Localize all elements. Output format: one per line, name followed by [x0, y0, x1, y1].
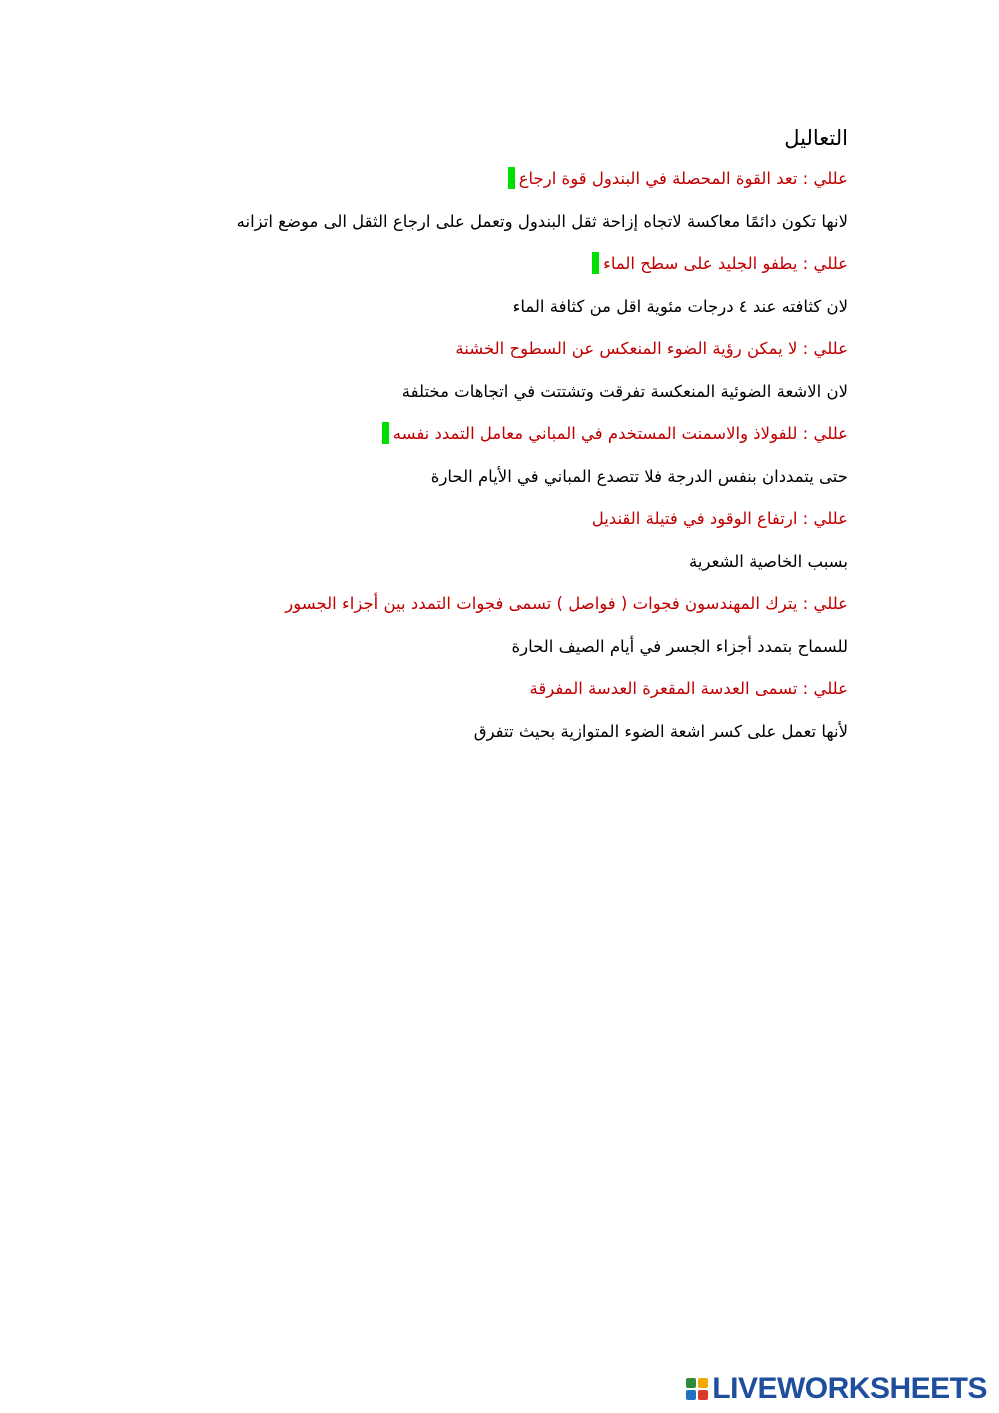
answer-text: حتى يتمددان بنفس الدرجة فلا تتصدع المباني في الأيام الحارة	[430, 466, 848, 486]
answer-marker[interactable]	[382, 422, 389, 444]
answer-line	[128, 371, 848, 414]
answer-marker[interactable]	[508, 167, 515, 189]
answer-line	[128, 456, 848, 499]
question-line	[128, 413, 848, 456]
logo-square-1	[686, 1378, 696, 1388]
question-text: عللي : ارتفاع الوقود في فتيلة القنديل	[591, 509, 848, 528]
answer-text: لأنها تعمل على كسر اشعة الضوء المتوازية بحيث تتفرق	[473, 721, 848, 741]
question-line	[128, 668, 848, 711]
question-text: عللي : يطفو الجليد على سطح الماء	[603, 254, 848, 273]
question-text: عللي : تسمى العدسة المقعرة العدسة المفرقة	[529, 679, 848, 698]
logo-square-4	[698, 1390, 708, 1400]
question-line	[128, 158, 848, 201]
liveworksheets-logo-icon	[686, 1378, 708, 1400]
answer-text: لانها تكون دائمًا معاكسة لاتجاه إزاحة ثقل البندول وتعمل على ارجاع الثقل الى موضع اتزانه	[236, 211, 848, 231]
logo-square-2	[698, 1378, 708, 1388]
question-text: عللي : يترك المهندسون فجوات ( فواصل ) تسمى فجوات التمدد بين أجزاء الجسور	[285, 594, 848, 613]
items-list	[128, 158, 848, 753]
question-line	[128, 498, 848, 541]
question-line	[128, 328, 848, 371]
brand-text: LIVEWORKSHEETS	[712, 1372, 987, 1405]
answer-text: لان كثافته عند ٤ درجات مئوية اقل من كثافة الماء	[512, 296, 848, 316]
question-line	[128, 583, 848, 626]
logo-square-3	[686, 1390, 696, 1400]
answer-text: للسماح بتمدد أجزاء الجسر في أيام الصيف الحارة	[511, 636, 848, 656]
answer-line	[128, 541, 848, 584]
liveworksheets-brand	[686, 1372, 987, 1406]
answer-line	[128, 201, 848, 244]
answer-line	[128, 711, 848, 754]
answer-text: لان الاشعة الضوئية المنعكسة تفرقت وتشتتت في اتجاهات مختلفة	[401, 381, 848, 401]
content-area	[128, 118, 848, 753]
answer-line	[128, 626, 848, 669]
answer-marker[interactable]	[592, 252, 599, 274]
answer-line	[128, 286, 848, 329]
question-text: عللي : للفولاذ والاسمنت المستخدم في المباني معامل التمدد نفسه	[392, 424, 848, 443]
answer-text: بسبب الخاصية الشعرية	[689, 551, 848, 571]
question-text: عللي : لا يمكن رؤية الضوء المنعكس عن السطوح الخشنة	[455, 339, 848, 358]
page-title: التعاليل	[784, 126, 848, 150]
question-line	[128, 243, 848, 286]
question-text: عللي : تعد القوة المحصلة في البندول قوة ارجاع	[518, 169, 848, 188]
